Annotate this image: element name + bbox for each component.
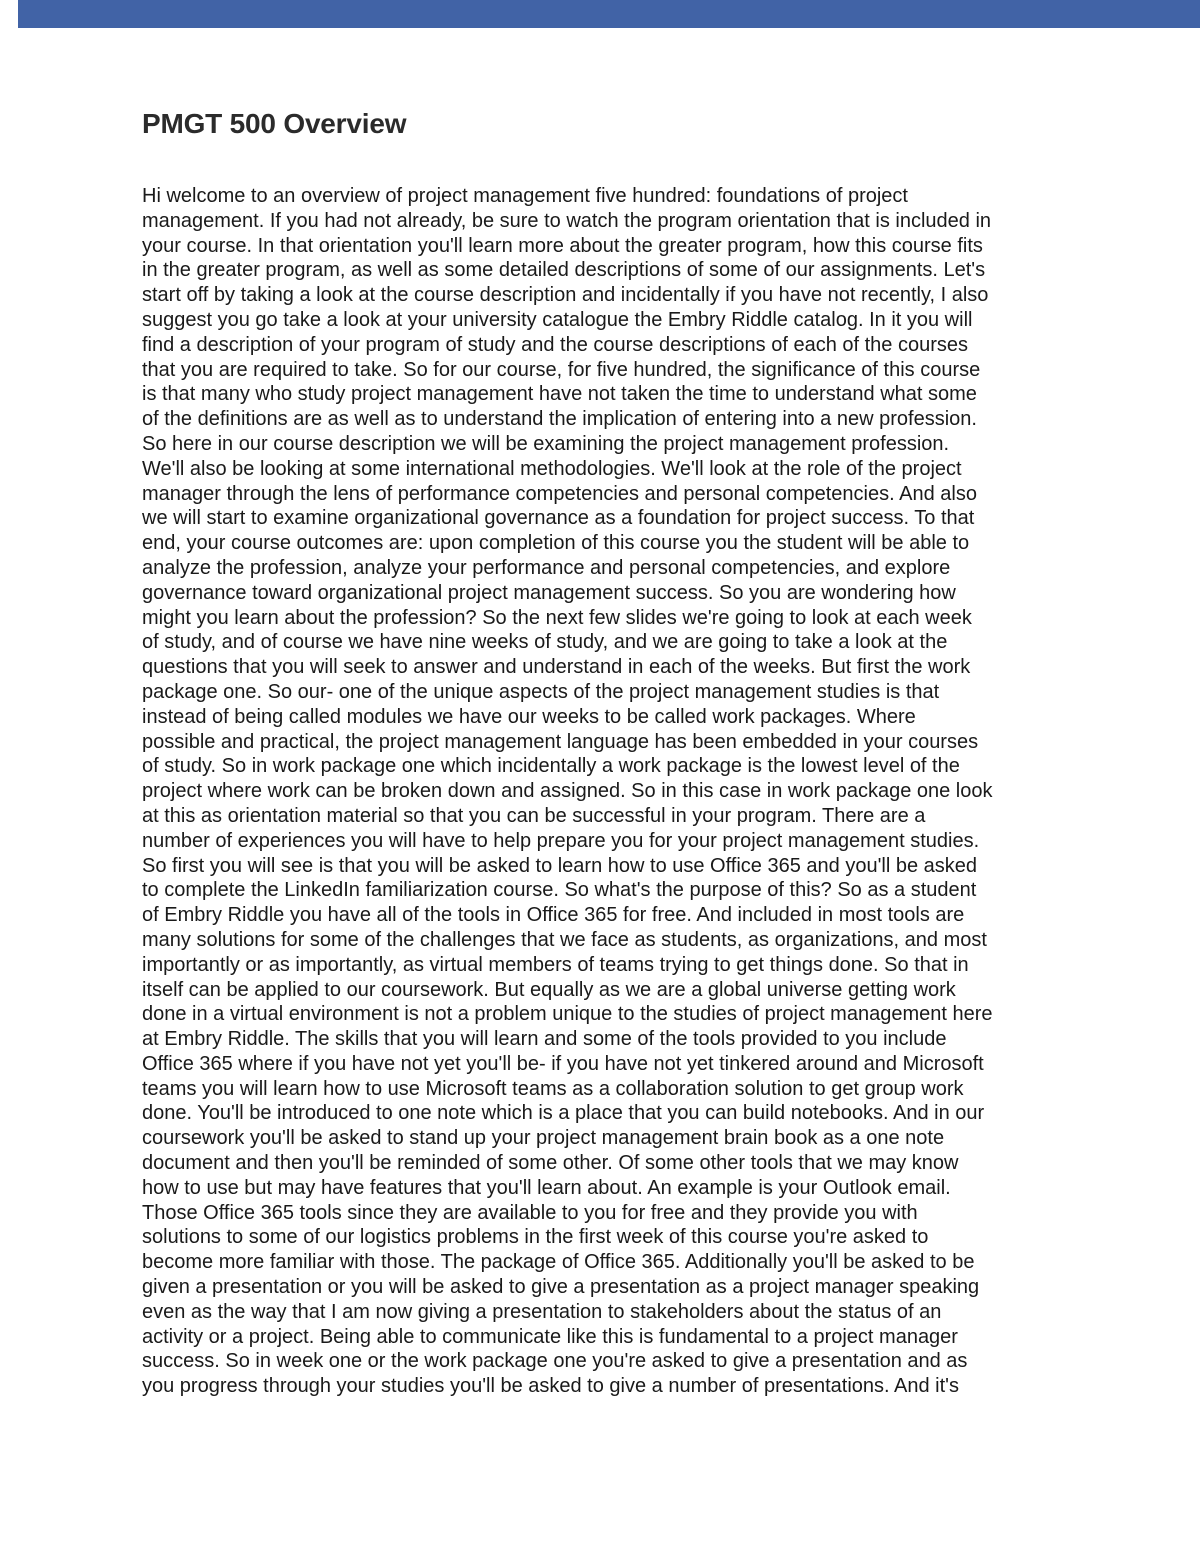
page-title: PMGT 500 Overview <box>142 108 407 139</box>
header-bar <box>18 0 1200 28</box>
body-text: Hi welcome to an overview of project management five hundred: foundations of project management. If you had not already, be sure to watch the program orientation that is included in your course. In that orientation you'll learn more about the greater program, how this course fits in the greater program, as well as some detailed descriptions of some of our assignments. Let's start off by taking a look at the course description and incidentally if you have not recently, I also suggest you go take a look at your university catalogue the Embry Riddle catalog. In it you will find a description of your program of study and the course descriptions of each of the courses that you are required to take. So for our course, for five hundred, the significance of this course is that many who study project management have not taken the time to understand what some of the definitions are as well as to understand the implication of entering into a new profession. So here in our course description we will be examining the project management profession. We'll also be looking at some international methodologies. We'll look at the role of the project manager through the lens of performance competencies and personal competencies. And also we will start to examine organizational governance as a foundation for project success. To that end, your course outcomes are: upon completion of this course you the student will be able to analyze the profession, analyze your performance and personal competencies, and explore governance toward organizational project management success. So you are wondering how might you learn about the profession? So the next few slides we're going to look at each week of study, and of course we have nine weeks of study, and we are going to take a look at the questions that you will seek to answer and understand in each of the weeks. But first the work package one. So our- one of the unique aspects of the project management studies is that instead of being called modules we have our weeks to be called work packages. Where possible and practical, the project management language has been embedded in your courses of study. So in work package one which incidentally a work package is the lowest level of the project where work can be broken down and assigned. So in this case in work package one look at this as orientation material so that you can be successful in your program. There are a number of experiences you will have to help prepare you for your project management studies. So first you will see is that you will be asked to learn how to use Office 365 and you'll be asked to complete the LinkedIn familiarization course. So what's the purpose of this? So as a student of Embry Riddle you have all of the tools in Office 365 for free. And included in most tools are many solutions for some of the challenges that we face as students, as organizations, and most importantly or as importantly, as virtual members of teams trying to get things done. So that in itself can be applied to our coursework. But equally as we are a global universe getting work done in a virtual environment is not a problem unique to the studies of project management here at Embry Riddle. The skills that you will learn and some of the tools provided to you include Office 365 where if you have not yet you'll be- if you have not yet tinkered around and Microsoft teams you will learn how to use Microsoft teams as a collaboration solution to get group work done. You'll be introduced to one note which is a place that you can build notebooks. And in our coursework you'll be asked to stand up your project management brain book as a one note document and then you'll be reminded of some other. Of some other tools that we may know how to use but may have features that you'll learn about. An example is your Outlook email. Those Office 365 tools since they are available to you for free and they provide you with solutions to some of our logistics problems in the first week of this course you're asked to become more familiar with those. The package of Office 365. Additionally you'll be asked to be given a presentation or you will be asked to give a presentation as a project manager speaking even as the way that I am now giving a presentation to stakeholders about the status of an activity or a project. Being able to communicate like this is fundamental to a project manager success. So in week one or the work package one you're asked to give a presentation and as you progress through your studies you'll be asked to give a number of presentations. And it's <box>142 185 993 1398</box>
